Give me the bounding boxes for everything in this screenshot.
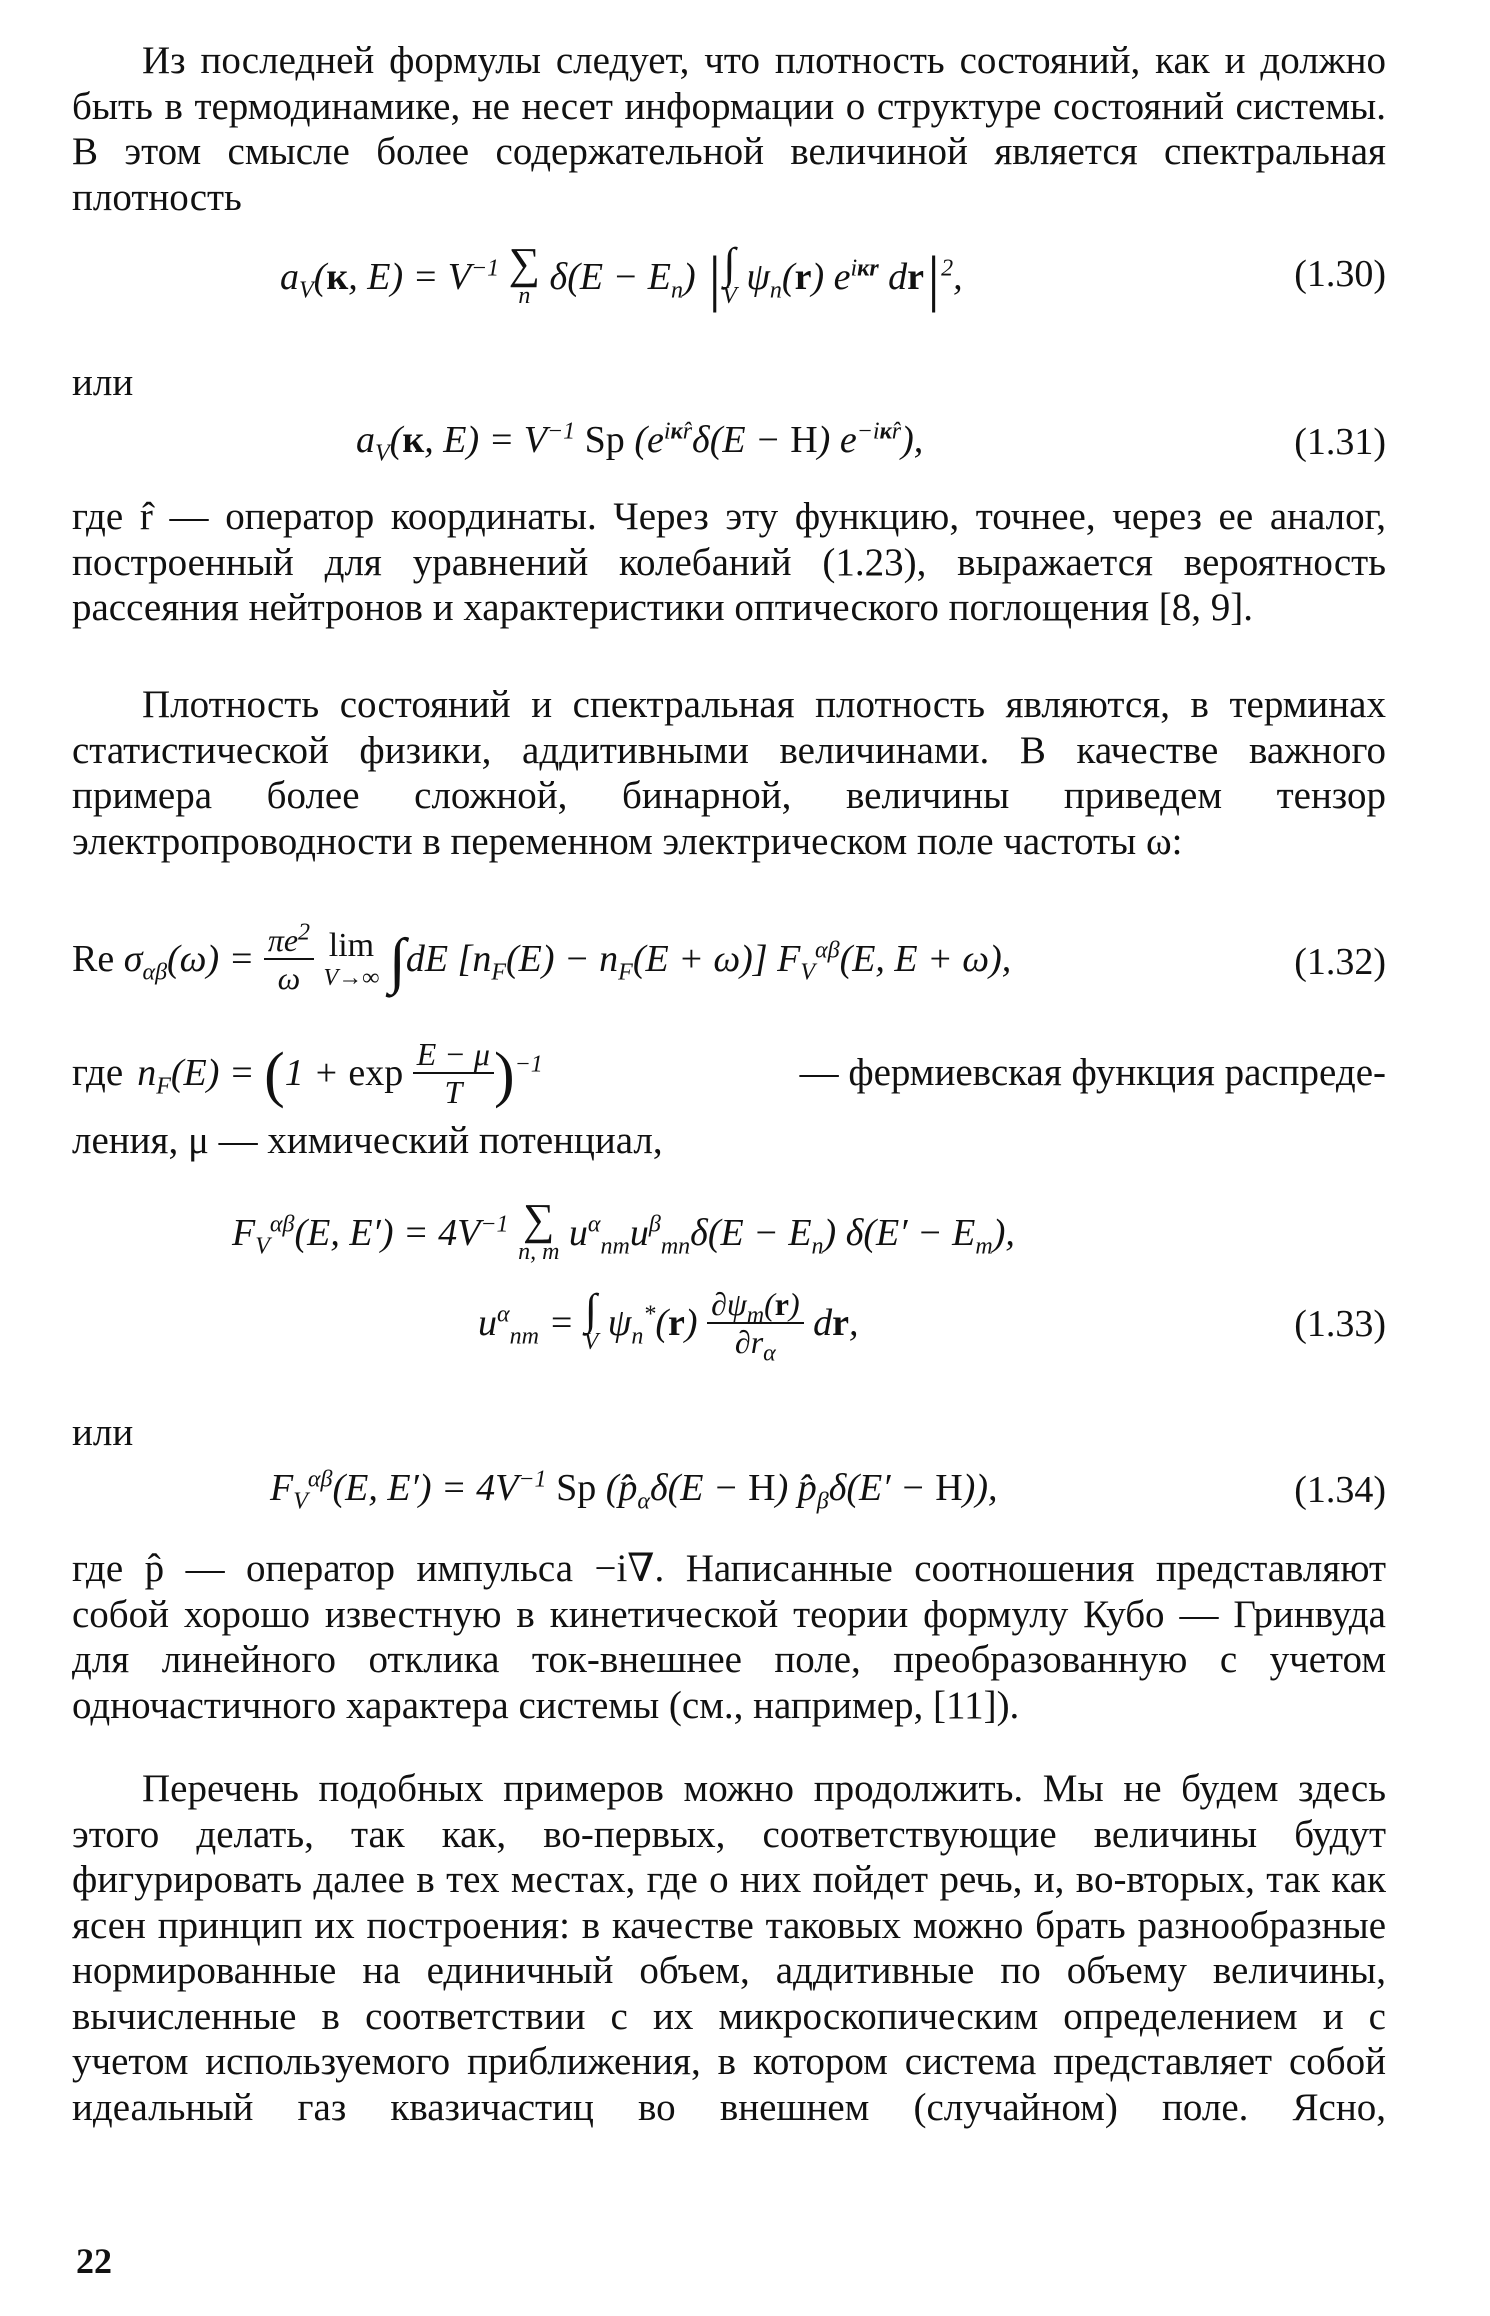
- equation-1-33-line-2: $u^\alpha_{nm}$ = ∫ V $\psi_n^*(r)$ $\frac{\partial\psi_m(r)}{\partial r_\alpha}$ dr,: [478, 1285, 859, 1367]
- or-1: [72, 360, 1386, 406]
- equation-1-33-line-1: $F_V^{\alpha\beta}(E$, $E') = 4V^{-1}$ ∑ n, m $u^\alpha_{nm}u^\beta_{mn}\delta(E - E_n) \delta(E' - E_m)$,: [232, 1195, 1015, 1265]
- equation-1-31: $a_V(к$, $E) = V^{-1}$ Sp ($e^{iкr̂}\delta(E - H)$ $e^{-iкr̂}$),: [356, 418, 924, 467]
- or-2: [72, 1410, 1386, 1456]
- paragraph-6: [72, 1766, 1386, 2130]
- or-1-text: или: [72, 361, 134, 404]
- paragraph-1-text: Из последней формулы следует, что плотность состояний, как и должно быть в термодинамике, не несет информации о структуре состояний системы. В этом смысле более содержательной величиной является спектральная плотность: [72, 39, 1386, 219]
- fermi-function-formula: $n_F(E) = (1 + \exp$ $\frac{E - \mu}{T}$ )$^{-1}$: [137, 1036, 543, 1110]
- paragraph-6-text: Перечень подобных примеров можно продолжить. Мы не будем здесь этого делать, так как, во-первых, соответствующие величины будут фигурировать далее в тех местах, где о них пойдет речь, и, во-вторых, так как ясен принцип их построения: в качестве таковых можно брать разнообразные нормированные на единичный объем, аддитивные по объему величины, вычисленные в соответствии с их микроскопическим определением и с учетом используемого приближения, в котором система представляет собой идеальный газ квазичастиц во внешнем (случайном) поле. Ясно,: [72, 1767, 1386, 2129]
- equation-1-32-number: (1.32): [1294, 941, 1386, 983]
- page-number: 22: [76, 2241, 112, 2281]
- paragraph-5: [72, 1546, 1386, 1728]
- paragraph-2: [72, 494, 1386, 631]
- equation-1-34: $F_V^{\alpha\beta}(E$, $E') = 4V^{-1}$ Sp ($p̂_\alpha\delta(E - H)$ $p̂_\beta\delta(E' - H)$),: [270, 1466, 998, 1515]
- paragraph-4: [72, 1038, 1386, 1164]
- equation-1-30-number: (1.30): [1294, 253, 1386, 295]
- paragraph-5-text: где p̂ — оператор импульса −i∇. Написанные соотношения представляют собой хорошо известную в кинетической теории формулу Кубо — Гринвуда для линейного отклика ток-внешнее поле, преобразованную с учетом одночастичного характера системы (см., например, [11]).: [72, 1547, 1386, 1727]
- equation-1-31-number: (1.31): [1294, 421, 1386, 463]
- equation-1-33-number: (1.33): [1294, 1303, 1386, 1345]
- paragraph-2-text: где r̂ — оператор координаты. Через эту функцию, точнее, через ее аналог, построенный для уравнений колебаний (1.23), выражается вероятность рассеяния нейтронов и характеристики оптического поглощения [8, 9].: [72, 495, 1386, 629]
- paragraph-4-continuation: ления, μ — химический потенциал,: [72, 1119, 663, 1162]
- equation-1-32: Re $\sigma_{\alpha\beta}(\omega)$ = $\frac{\pi e^2}{\omega}$ lim V→∞ ∫dE $[n_F(E) - n_F(E + \omega)]$ $F_V^{\alpha\beta}(E$, E + ω),: [72, 919, 1012, 996]
- equation-1-30: $a_V(к$, $E) = V^{-1}$ ∑ n $\delta(E - E_n)$ | ∫ V $\psi_n(r)$ $e^{iкr}$ $dr|^2$,: [280, 239, 963, 313]
- paragraph-3: [72, 682, 1386, 864]
- paragraph-4-where: где: [72, 1051, 124, 1094]
- or-2-text: или: [72, 1411, 134, 1454]
- paragraph-3-text: Плотность состояний и спектральная плотность являются, в терминах статистической физики, аддитивными величинами. В качестве важного примера более сложной, бинарной, величины приведем тензор электропроводности в переменном электрическом поле частоты ω:: [72, 683, 1386, 863]
- paragraph-4-rest: — фермиевская функция распреде-: [799, 1051, 1386, 1094]
- equation-1-34-number: (1.34): [1294, 1469, 1386, 1511]
- paragraph-1: [72, 38, 1386, 220]
